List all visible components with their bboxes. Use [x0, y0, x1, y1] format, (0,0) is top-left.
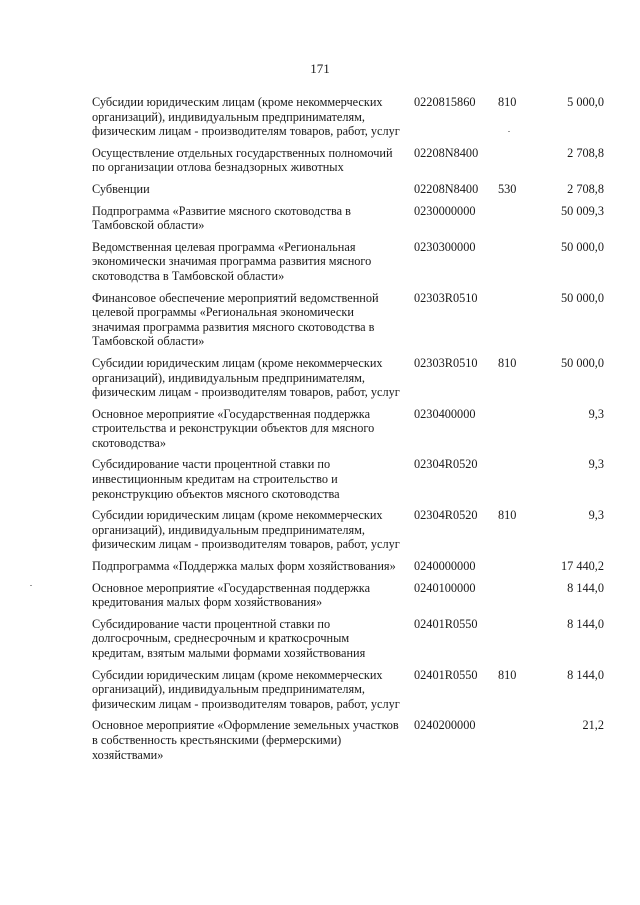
table-row [92, 291, 604, 349]
row-amount: 50 000,0 [560, 239, 604, 254]
row-amount: 50 000,0 [560, 355, 604, 370]
table-row [92, 146, 604, 175]
row-code: 0230300000 [414, 239, 476, 254]
table-row [92, 581, 604, 610]
table-row [92, 457, 604, 501]
row-amount: 8 144,0 [567, 616, 604, 631]
scan-speck [508, 131, 510, 132]
row-expense-type: 530 [498, 181, 517, 196]
row-code: 0230400000 [414, 406, 476, 421]
row-amount: 5 000,0 [567, 95, 604, 109]
row-code: 02304R0520 [414, 508, 478, 523]
row-amount: 9,3 [588, 457, 604, 472]
row-amount: 2 708,8 [567, 181, 604, 196]
table-row [92, 559, 604, 574]
row-amount: 2 708,8 [567, 145, 604, 160]
row-code: 02303R0510 [414, 355, 478, 370]
row-code: 02401R0550 [414, 616, 478, 631]
row-name: Субсидии юридическим лицам (кроме некоммерческих организаций), индивидуальным предпринимателям, физическим лицам - производителям товаров, работ, услуг [92, 95, 400, 139]
row-name: Основное мероприятие «Государственная поддержка кредитования малых форм хозяйствования» [92, 580, 371, 610]
row-amount: 50 009,3 [560, 203, 604, 218]
row-expense-type: 810 [498, 95, 517, 109]
page-number: 171 [310, 61, 330, 76]
table-row [92, 668, 604, 712]
row-name: Субсидии юридическим лицам (кроме некоммерческих организаций), индивидуальным предпринимателям, физическим лицам - производителям товаров, работ, услуг [92, 355, 400, 400]
row-expense-type: 810 [498, 508, 517, 523]
table-row [92, 182, 604, 197]
row-expense-type: 810 [498, 667, 517, 682]
row-code: 0240000000 [414, 559, 476, 574]
row-name: Основное мероприятие «Оформление земельных участков в собственность крестьянскими (фермерскими) хозяйствами» [92, 718, 399, 762]
row-expense-type: 810 [498, 355, 517, 370]
row-amount: 17 440,2 [560, 559, 604, 574]
row-amount: 8 144,0 [567, 667, 604, 682]
row-amount: 9,3 [588, 406, 604, 421]
row-name: Финансовое обеспечение мероприятий ведомственной целевой программы «Региональная экономически значимая программа развития мясного скотоводства в Тамбовской области» [92, 290, 379, 349]
row-amount: 50 000,0 [560, 290, 604, 305]
table-row [92, 95, 604, 139]
scan-speck [30, 585, 32, 586]
table-row [92, 204, 604, 233]
row-name: Подпрограмма «Развитие мясного скотоводства в Тамбовской области» [92, 203, 351, 233]
row-name: Ведомственная целевая программа «Региональная экономически значимая программа развития мясного скотоводства в Тамбовской области» [92, 239, 372, 283]
table-row [92, 508, 604, 552]
row-code: 0240100000 [414, 580, 476, 595]
budget-table [92, 95, 604, 769]
row-name: Подпрограмма «Поддержка малых форм хозяйствования» [92, 559, 396, 574]
row-amount: 8 144,0 [567, 580, 604, 595]
row-code: 02401R0550 [414, 667, 478, 682]
row-name: Осуществление отдельных государственных полномочий по организации отлова безнадзорных животных [92, 145, 393, 175]
row-name: Субсидии юридическим лицам (кроме некоммерческих организаций), индивидуальным предпринимателям, физическим лицам - производителям товаров, работ, услуг [92, 667, 400, 711]
table-row [92, 407, 604, 451]
row-code: 0220815860 [414, 95, 476, 109]
row-name: Субсидирование части процентной ставки по долгосрочным, среднесрочным и краткосрочным кредитам, взятым малыми формами хозяйствования [92, 616, 366, 660]
row-code: 02208N8400 [414, 181, 479, 196]
row-code: 0240200000 [414, 718, 476, 733]
row-code: 02208N8400 [414, 145, 479, 160]
row-code: 02304R0520 [414, 457, 478, 472]
row-code: 02303R0510 [414, 290, 478, 305]
row-code: 0230000000 [414, 203, 476, 218]
table-row [92, 356, 604, 400]
row-amount: 21,2 [582, 718, 604, 733]
row-amount: 9,3 [588, 508, 604, 523]
table-row [92, 718, 604, 762]
row-name: Субсидии юридическим лицам (кроме некоммерческих организаций), индивидуальным предпринимателям, физическим лицам - производителям товаров, работ, услуг [92, 508, 400, 552]
row-name: Субсидирование части процентной ставки по инвестиционным кредитам на строительство и реконструкцию объектов мясного скотоводства [92, 457, 340, 501]
table-row [92, 240, 604, 284]
table-row [92, 617, 604, 661]
row-name: Субвенции [92, 181, 150, 196]
row-name: Основное мероприятие «Государственная поддержка строительства и реконструкции объектов для мясного скотоводства» [92, 406, 375, 450]
